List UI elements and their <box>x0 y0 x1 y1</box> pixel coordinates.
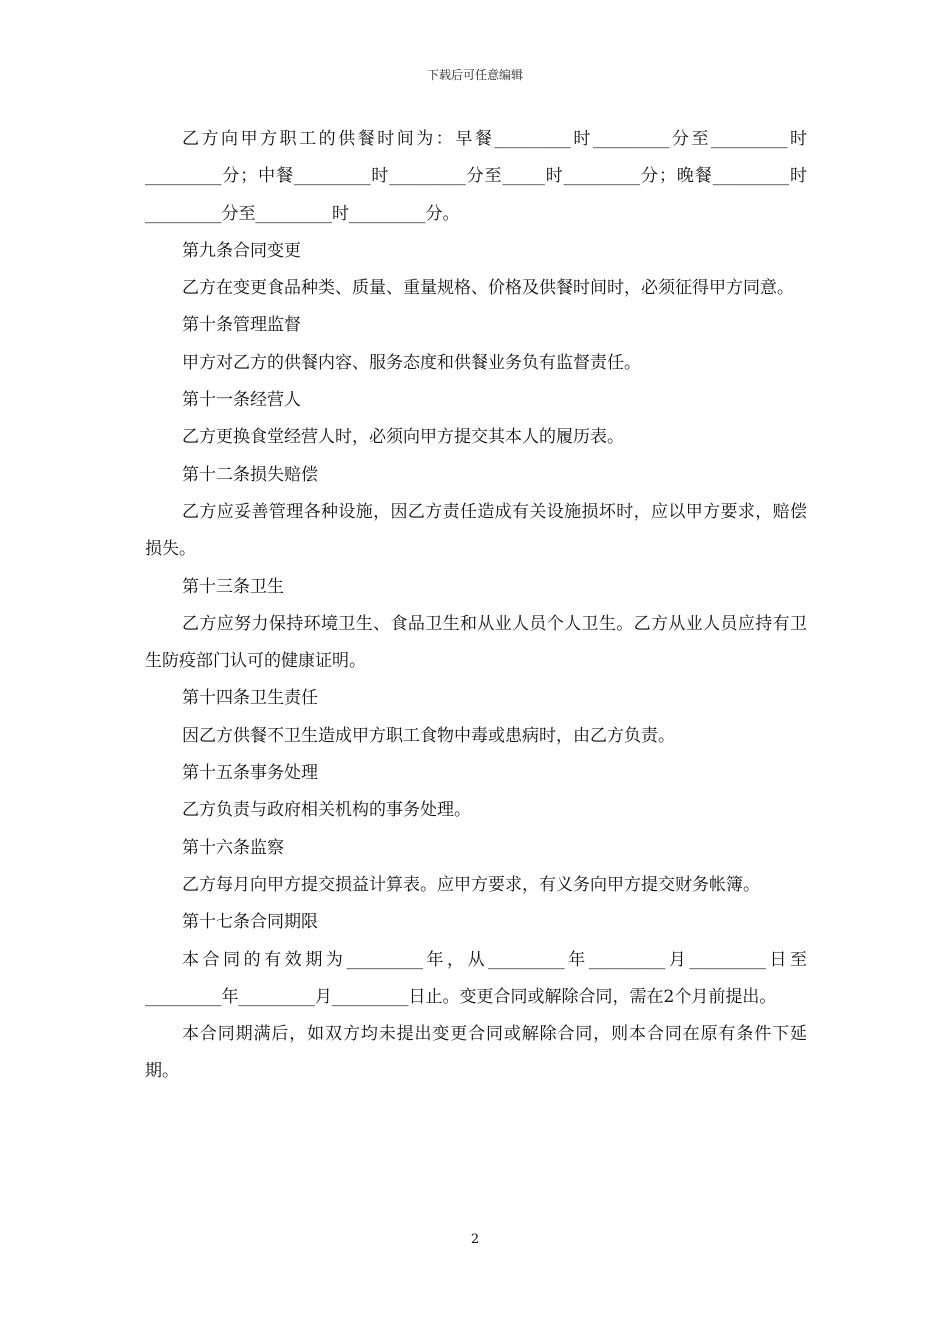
article-10-heading: 第十条管理监督 <box>182 315 301 336</box>
document-body <box>145 121 807 1091</box>
article-15-heading: 第十五条事务处理 <box>182 763 318 784</box>
article-9-heading: 第九条合同变更 <box>182 240 301 261</box>
article-9-body: 乙方在变更食品种类、质量、重量规格、价格及供餐时间时，必须征得甲方同意。 <box>182 278 794 299</box>
article-16-body: 乙方每月向甲方提交损益计算表。应甲方要求，有义务向甲方提交财务帐簿。 <box>182 874 760 895</box>
article-14-body: 因乙方供餐不卫生造成甲方职工食物中毒或患病时，由乙方负责。 <box>182 725 675 746</box>
article-17-body: 本合同的有效期为_________年，从_________年_________月_________日至_________年_________月_________日止。变更合同或解除合同，需在2个月前提出。 <box>145 949 807 1007</box>
article-15-body: 乙方负责与政府相关机构的事务处理。 <box>182 800 471 821</box>
article-11-heading: 第十一条经营人 <box>182 390 301 411</box>
article-11-body: 乙方更换食堂经营人时，必须向甲方提交其本人的履历表。 <box>182 427 624 448</box>
article-12-heading: 第十二条损失赔偿 <box>182 464 318 485</box>
page-header: 下载后可任意编辑 <box>426 68 523 82</box>
article-12-body: 乙方应妥善管理各种设施，因乙方责任造成有关设施损坏时，应以甲方要求，赔偿损失。 <box>145 501 807 560</box>
article-13-body: 乙方应努力保持环境卫生、食品卫生和从业人员个人卫生。乙方从业人员应持有卫生防疫部门认可的健康证明。 <box>145 613 807 672</box>
article-14-heading: 第十四条卫生责任 <box>182 688 318 709</box>
article-17-extension: 本合同期满后，如双方均未提出变更合同或解除合同，则本合同在原有条件下延期。 <box>145 1024 807 1082</box>
article-10-body: 甲方对乙方的供餐内容、服务态度和供餐业务负有监督责任。 <box>182 352 641 373</box>
paragraph-meal-times: 乙方向甲方职工的供餐时间为：早餐_________时_________分至_________时_________分；中餐_________时_________分至_____时_________分；晚餐_________时_________分至_________时_________分。 <box>145 129 807 224</box>
article-17-heading: 第十七条合同期限 <box>182 912 318 933</box>
page-number: 2 <box>470 1232 480 1247</box>
article-16-heading: 第十六条监察 <box>182 837 284 858</box>
article-13-heading: 第十三条卫生 <box>182 576 284 597</box>
